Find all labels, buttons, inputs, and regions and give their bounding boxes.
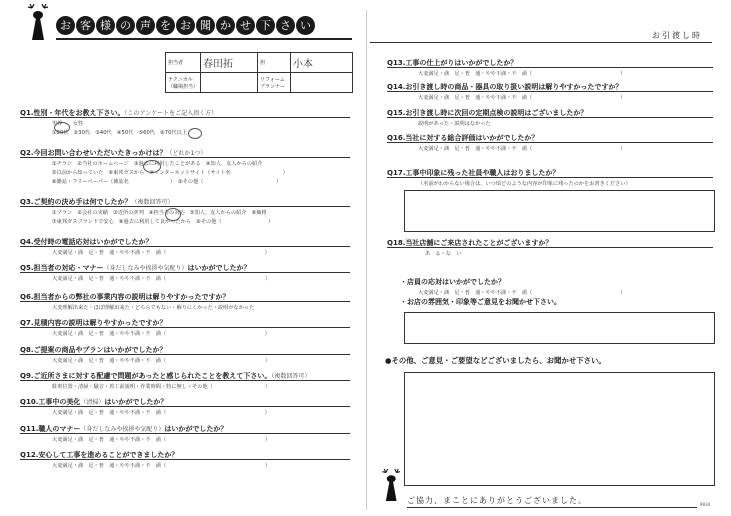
q9-underline	[20, 380, 350, 381]
q18-underline	[387, 247, 713, 248]
title-char: 聞	[196, 16, 215, 35]
title-char: せ	[236, 16, 255, 35]
q9-subtext: （複数回答可）	[271, 373, 311, 380]
q1-underline	[20, 117, 350, 118]
reform-label: リフォームプランナー	[258, 73, 291, 93]
q18-label: Q18.当社店舗にご来店されたことがございますか？	[387, 239, 553, 247]
q17-label: Q17.工事中印象に残った社員や職人はおりましたか？	[387, 169, 560, 177]
q13-label: Q13.工事の仕上がりはいかがでしたか？	[387, 59, 518, 67]
q3-options[interactable]: ①プラン ②会社の実績 ③近所の評判 ④担当者の対応 ⑤知人、友人からの紹介 ⑥価格	[52, 210, 267, 216]
title-underline	[56, 38, 352, 40]
q16-underline	[387, 142, 713, 143]
q11-subtext: （身だしなみや挨拶や気配り）	[80, 426, 165, 433]
column-divider	[366, 10, 367, 510]
q18-sub1-options: 大変満足・満 足・普 通・やや不満・不 満（ ）	[418, 290, 626, 296]
other-comments-box[interactable]	[404, 372, 715, 486]
q8-underline	[20, 354, 350, 355]
q3-subtext: （複数回答可）	[131, 199, 174, 206]
q8-options[interactable]: 大変満足・満 足・普 通・やや不満・不 満（ ）	[52, 358, 270, 364]
tech-label: テクニカル（職場担当）	[166, 73, 201, 93]
answer-mark	[54, 122, 70, 133]
q15-underline	[387, 117, 713, 118]
q3-text: Q3.ご契約の決め手は何でしたか？	[20, 198, 132, 206]
q14-options[interactable]: 大変満足・満 足・普 通・やや不満・不 満（ ）	[418, 95, 626, 101]
q4-underline	[20, 246, 350, 247]
deer-logo-bottom	[377, 466, 409, 504]
thanks-message: ご協力、まことにありがとうございました。	[407, 496, 587, 505]
q4-text: Q4.受付時の電話応対はいかがでしたか？	[20, 238, 153, 246]
q2-underline	[20, 157, 350, 158]
q9-options[interactable]: 駐車位置・清掃・騒音・着工前説明・作業時間・特に無し・その他（ ）	[52, 384, 270, 390]
q10-text: Q10.工事中の美化	[20, 398, 81, 406]
q10-underline	[20, 406, 350, 407]
q14-underline	[387, 91, 713, 92]
q7-text: Q7.見積内容の説明は解りやすかったですか？	[20, 319, 167, 327]
q17-options[interactable]: （名前がわからない場合は、いつ頃どのような内容が印象に残ったのかをお書きください）	[418, 181, 631, 187]
q2-subtext: （どれか1つ）	[166, 150, 207, 157]
q2-text: Q2.今回お問い合わせいただいたきっかけは？	[20, 149, 167, 157]
q2-options[interactable]: ①チラシ ②当社のホームページ ③過去に利用したことがある ④知人、友人からの紹介	[52, 161, 263, 167]
q18-sub1-label: ・店員の応対はいかがでしたか？	[400, 278, 505, 286]
q13-underline	[387, 67, 713, 68]
q7-underline	[20, 327, 350, 328]
q9-text: Q9.ご近所さまに対する配慮で問題があったと感じられたことを教えて下さい。	[20, 372, 272, 380]
title-char: さ	[276, 16, 295, 35]
footer-rule	[407, 507, 697, 508]
q16-label: Q16.当社に対する総合評価はいかがでしたか？	[387, 134, 539, 142]
q11-options[interactable]: 大変満足・満 足・普 通・やや不満・不 満（ ）	[52, 437, 270, 443]
sales-label: 担当者	[166, 53, 201, 73]
q12-options[interactable]: 大変満足・満 足・普 通・やや不満・不 満（ ）	[52, 463, 270, 469]
title-char: 下	[256, 16, 275, 35]
q17-underline	[387, 177, 713, 178]
q1-options[interactable]: ①20代 ②30代 ③40代 ④50代 ⑤60代 ⑥70代以上	[52, 130, 187, 136]
q10-options[interactable]: 大変満足・満 足・普 通・やや不満・不 満（ ）	[52, 410, 270, 416]
q2-options[interactable]: ⑧雑誌・フリーペーパー（雑誌名 ） ⑨その他（ ）	[52, 179, 282, 185]
q7-options[interactable]: 大変満足・満 足・普 通・やや不満・不 満（ ）	[52, 331, 270, 337]
q18-shop-comment-box[interactable]	[404, 312, 715, 344]
q12-text: Q12.安心して工事を進めることができましたか？	[20, 451, 179, 459]
q13-options[interactable]: 大変満足・満 足・普 通・やや不満・不 満（ ）	[418, 71, 626, 77]
title-char: の	[116, 16, 135, 35]
q18-options[interactable]: あ る・な い	[425, 251, 462, 257]
q16-options[interactable]: 大変満足・満 足・普 通・やや不満・不 満（ ）	[418, 146, 626, 152]
q15-label: Q15.お引き渡し時に次回の定期点検の説明はございましたか？	[387, 109, 588, 117]
page-title	[56, 16, 346, 38]
q5-text2: はいかがでしたか？	[187, 264, 251, 272]
q3-underline	[20, 206, 350, 207]
title-char: 様	[96, 16, 115, 35]
q4-options[interactable]: 大変満足・満 足・普 通・やや不満・不 満（ ）	[52, 250, 270, 256]
sign-name: 小本	[293, 59, 313, 70]
q1-subtext: （このアンケートをご記入頂く方）	[124, 110, 218, 117]
q5-underline	[20, 272, 350, 273]
title-char: 客	[76, 16, 95, 35]
q5-options[interactable]: 大変満足・満 足・普 通・やや不満・不 満（ ）	[52, 276, 270, 282]
q17-answer-box[interactable]	[404, 190, 715, 232]
title-char: を	[156, 16, 175, 35]
q10-subtext: （清掃）	[80, 399, 105, 406]
form-code: 9934	[700, 502, 711, 507]
staff-table	[165, 52, 353, 93]
q1-text: Q1.性別・年代をお教え下さい。	[20, 109, 125, 117]
q1-options[interactable]: 男性 女性	[52, 121, 84, 127]
q14-label: Q14.お引き渡し時の商品・器具の取り扱い説明は解りやすかったですか？	[387, 83, 623, 91]
q5-subtext: （身だしなみや挨拶や気配り）	[103, 265, 188, 272]
q6-text: Q6.担当者からの弊社の事業内容の説明は解りやすかったですか？	[20, 293, 230, 301]
q6-underline	[20, 301, 350, 302]
q6-options[interactable]: 大変理解出来た・ほぼ理解出来た・どちらでもない・解りにくかった・説明がなかった	[52, 305, 255, 311]
answer-mark	[165, 208, 181, 221]
q11-text2: はいかがでしたか？	[164, 425, 228, 433]
title-char: 声	[136, 16, 155, 35]
right-header-label: お引渡し時	[652, 31, 702, 40]
title-char: お	[56, 16, 75, 35]
sales-name: 春田拓	[203, 59, 233, 70]
q5-text: Q5.担当者の対応・マナー	[20, 264, 104, 272]
q10-text2: はいかがでしたか？	[104, 398, 168, 406]
q3-options[interactable]: ⑦東邦ガスブランドで安心 ⑧過去に利用して良かったから ⑨その他（ ）	[52, 219, 274, 225]
q8-text: Q8.ご提案の商品やプランはいかがでしたか？	[20, 346, 167, 354]
answer-mark	[188, 128, 202, 139]
answer-mark	[143, 160, 161, 173]
sign-label: 担	[258, 53, 291, 73]
right-header-rule	[370, 42, 712, 43]
other-comments-label: ●その他、ご意見・ご要望などございましたら、お聞かせ下さい。	[385, 356, 606, 365]
title-char: お	[176, 16, 195, 35]
q15-options[interactable]: 説明があった・説明はなかった	[418, 121, 491, 127]
q11-text: Q11.職人のマナー	[20, 425, 81, 433]
deer-logo	[22, 4, 58, 40]
q12-underline	[20, 459, 350, 460]
title-char: か	[216, 16, 235, 35]
title-char: い	[296, 16, 315, 35]
q18-sub2-label: ・お店の雰囲気・印象等ご意見をお聞かせ下さい。	[400, 298, 561, 306]
q11-underline	[20, 433, 350, 434]
q2-options[interactable]: ⑤以前から知っていた ⑥東邦ガスから ⑦インターネットサイト（サイト名 ）	[52, 170, 288, 176]
